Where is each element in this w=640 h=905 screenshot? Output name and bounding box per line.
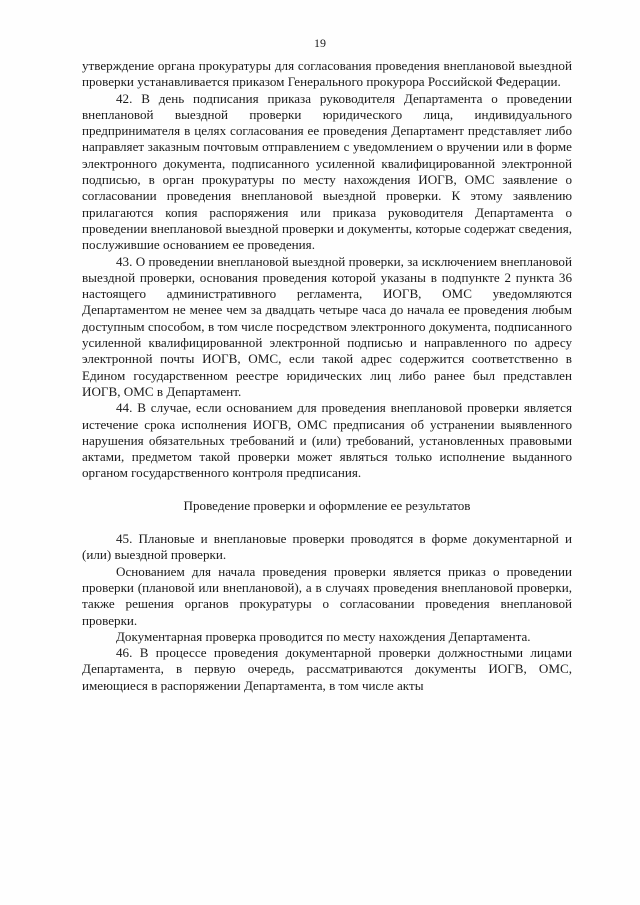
paragraph-43: 43. О проведении внеплановой выездной проверки, за исключением внеплановой выездной проверки, основания проведения которой указаны в подпункте 2 пункта 36 настоящего административного регламента, ИОГВ, ОМС уведомляются Департаментом не менее чем за двадцать четыре часа до начала ее проведения любым доступным способом, в том числе посредством электронного документа, подписанного усиленной квалифицированной электронной подписью и направленного по адресу электронной почты ИОГВ, ОМС, если такой адрес содержится соответственно в Едином государственном реестре юридических лиц либо ранее был представлен ИОГВ, ОМС в Департамент. [82,253,572,399]
paragraph-45-location: Документарная проверка проводится по месту нахождения Департамента. [116,628,531,644]
paragraph-42: 42. В день подписания приказа руководителя Департамента о проведении внеплановой выездной проверки юридического лица, индивидуального предпринимателя в целях согласования ее проведения Департамент представляет либо направляет заказным почтовым отправлением с уведомлением о вручении или в форме электронного документа, подписанного усиленной квалифицированной электронной подписью, в орган прокуратуры по месту нахождения ИОГВ, ОМС заявление о согласовании проведения внеплановой выездной проверки. К этому заявлению прилагаются копия распоряжения или приказа руководителя Департамента о проведении внеплановой выездной проверки и документы, которые содержат сведения, послужившие основанием ее проведения. [82,90,572,253]
paragraph-44: 44. В случае, если основанием для проведения внеплановой проверки является истечение срока исполнения ИОГВ, ОМС предписания об устранении выявленного нарушения обязательных требований и (или) требований, установленных правовыми актами, предметом такой проверки может являться только исполнение выданного органом государственного контроля предписания. [82,400,572,481]
paragraph-46: 46. В процессе проведения документарной проверки должностными лицами Департамента, в первую очередь, рассматриваются документы ИОГВ, ОМС, имеющиеся в распоряжении Департамента, в том числе акты [82,645,572,693]
page-number: 19 [314,36,326,50]
paragraph-45: 45. Плановые и внеплановые проверки проводятся в форме документарной и (или) выездной проверки. [82,531,572,563]
paragraph-45-basis: Основанием для начала проведения проверки является приказ о проведении проверки (плановой или внеплановой), а в случаях проведения внеплановой проверки, также решения органов прокуратуры о согласовании проведения внеплановой проверки. [82,563,572,628]
page-content [82,58,572,694]
paragraph-continued: утверждение органа прокуратуры для согласования проведения внеплановой выездной проверки устанавливается приказом Генерального прокурора Российской Федерации. [82,58,572,90]
section-heading: Проведение проверки и оформление ее результатов [183,497,471,513]
